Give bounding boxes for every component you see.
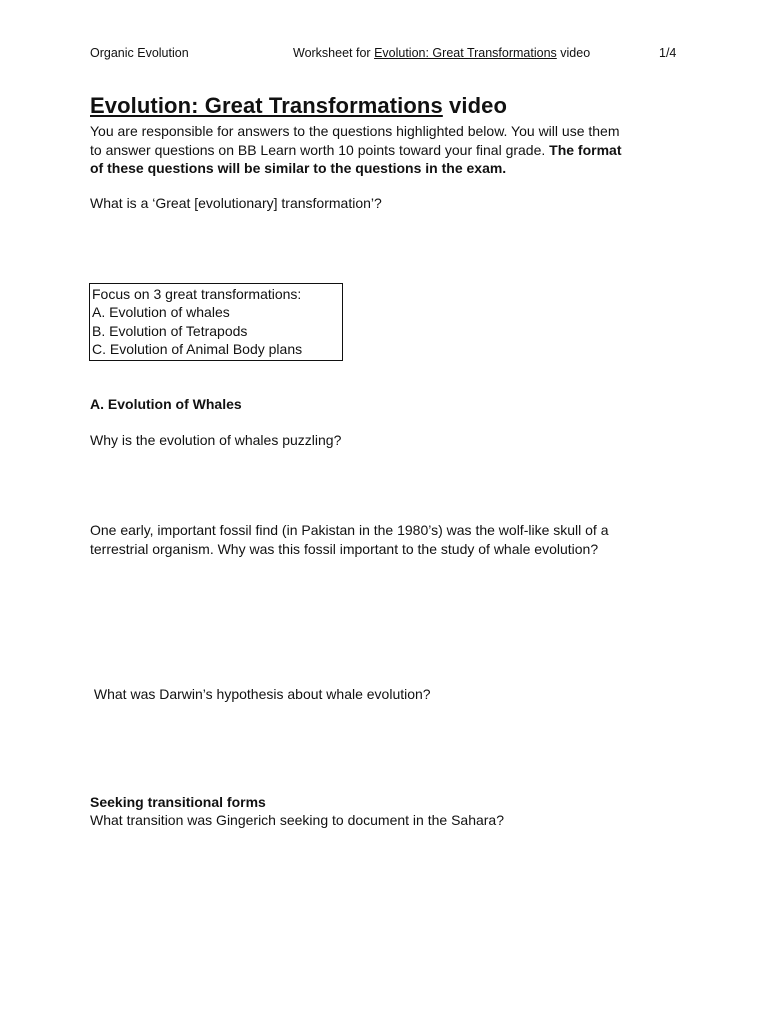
header-page-number: 1/4: [659, 46, 677, 60]
question-gingerich-sahara: What transition was Gingerich seeking to document in the Sahara?: [90, 812, 505, 828]
header-video-title: Evolution: Great Transformations: [374, 46, 557, 60]
focus-box: [89, 283, 343, 361]
header-worksheet-title: [293, 46, 590, 60]
seeking-heading: Seeking transitional forms: [90, 794, 266, 810]
intro-line-1: You are responsible for answers to the questions highlighted below. You will use them: [90, 123, 620, 139]
page-title-rest: video: [442, 93, 507, 118]
focus-box-heading: Focus on 3 great transformations:: [92, 286, 302, 302]
question-pakistan-fossil: [90, 521, 609, 558]
intro-paragraph: [90, 122, 622, 178]
page-title: [90, 93, 507, 119]
focus-item-tetrapods: B. Evolution of Tetrapods: [92, 322, 248, 339]
intro-line-3: of these questions will be similar to the questions in the exam.: [90, 160, 507, 176]
question-darwin-hypothesis: What was Darwin’s hypothesis about whale evolution?: [90, 686, 431, 702]
question-whales-puzzling: Why is the evolution of whales puzzling?: [90, 432, 342, 448]
intro-line-2-normal: to answer questions on BB Learn worth 10 points toward your final grade.: [90, 141, 550, 158]
question-pakistan-fossil-line-1: One early, important fossil find (in Pakistan in the 1980’s) was the wolf-like skull of a: [90, 522, 609, 538]
header-course-name: Organic Evolution: [90, 46, 189, 60]
focus-item-whales: A. Evolution of whales: [92, 304, 230, 321]
header-worksheet-suffix: video: [556, 46, 591, 60]
intro-line-2: [90, 141, 622, 160]
intro-line-2-bold: The format: [549, 141, 622, 158]
question-pakistan-fossil-line-2: terrestrial organism. Why was this fossil important to the study of whale evolution?: [90, 540, 599, 557]
page-title-main: Evolution: Great Transformations: [90, 93, 443, 118]
section-a-heading: A. Evolution of Whales: [90, 396, 242, 412]
focus-item-body-plans: C. Evolution of Animal Body plans: [92, 340, 303, 357]
header-worksheet-prefix: Worksheet for: [293, 46, 375, 60]
question-great-transformation: What is a ‘Great [evolutionary] transformation’?: [90, 195, 382, 211]
